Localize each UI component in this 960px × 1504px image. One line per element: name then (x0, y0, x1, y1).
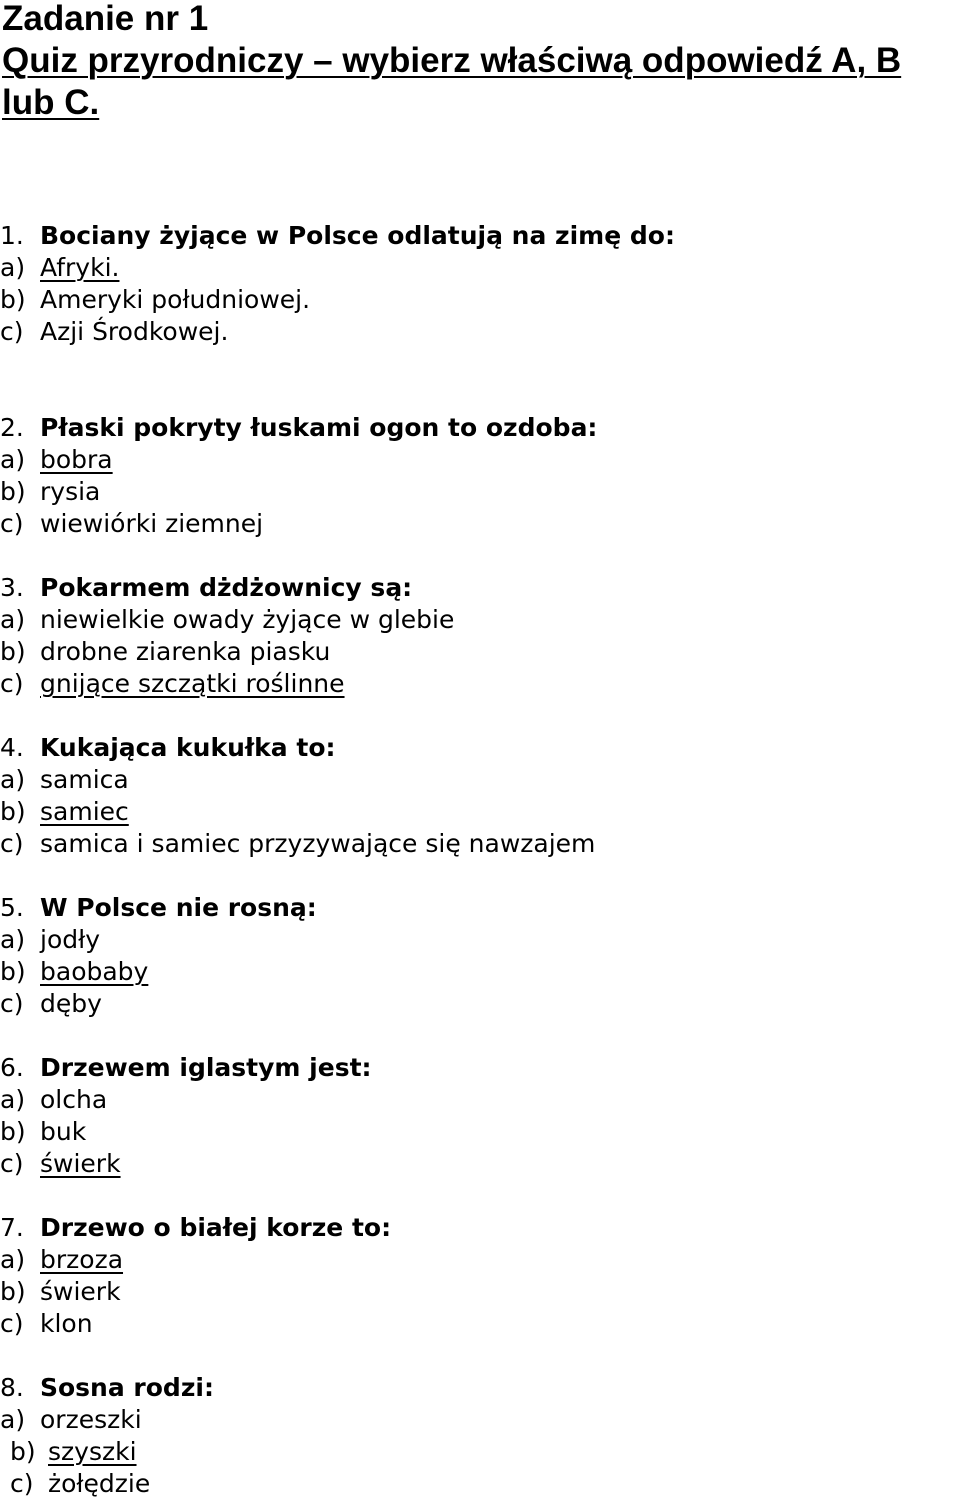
option-text: żołędzie (48, 1469, 151, 1498)
option-marker: c) (0, 829, 24, 858)
option-marker: a) (0, 1405, 26, 1434)
option-text: klon (40, 1309, 93, 1338)
option-2c (0, 508, 263, 540)
option-4b (0, 796, 129, 828)
option-text: drobne ziarenka piasku (40, 637, 331, 666)
option-marker: b) (0, 797, 26, 826)
option-3c (0, 668, 345, 700)
question-text: Sosna rodzi: (40, 1373, 214, 1402)
option-text-correct: świerk (40, 1149, 121, 1178)
option-marker: c) (0, 989, 24, 1018)
option-text: Azji Środkowej. (40, 317, 229, 346)
option-marker: a) (0, 605, 26, 634)
option-text: jodły (40, 925, 101, 954)
question-text: Drzewo o białej korze to: (40, 1213, 392, 1242)
option-7a (0, 1244, 123, 1276)
option-text: świerk (40, 1277, 121, 1306)
question-7 (0, 1212, 391, 1244)
option-marker: a) (0, 1085, 26, 1114)
question-number: 2. (0, 413, 24, 442)
question-3 (0, 572, 412, 604)
question-number: 6. (0, 1053, 24, 1082)
question-number: 8. (0, 1373, 24, 1402)
option-marker: a) (0, 445, 26, 474)
question-4 (0, 732, 336, 764)
option-marker: c) (0, 669, 24, 698)
option-8c (10, 1468, 150, 1500)
option-1c (0, 316, 228, 348)
option-2a (0, 444, 113, 476)
option-8b (10, 1436, 137, 1468)
option-5a (0, 924, 100, 956)
option-7c (0, 1308, 93, 1340)
option-3b (0, 636, 330, 668)
question-5 (0, 892, 317, 924)
option-marker: b) (0, 285, 26, 314)
option-7b (0, 1276, 121, 1308)
question-text: Płaski pokryty łuskami ogon to ozdoba: (40, 413, 598, 442)
option-3a (0, 604, 454, 636)
option-6b (0, 1116, 86, 1148)
quiz-heading-line2: lub C. (2, 83, 100, 122)
option-text-correct: Afryki. (40, 253, 120, 282)
option-marker: c) (0, 1149, 24, 1178)
option-4c (0, 828, 595, 860)
option-marker: b) (0, 1277, 26, 1306)
option-text-correct: bobra (40, 445, 113, 474)
question-number: 3. (0, 573, 24, 602)
option-text-correct: samiec (40, 797, 129, 826)
option-2b (0, 476, 100, 508)
option-marker: a) (0, 765, 26, 794)
question-2 (0, 412, 597, 444)
question-number: 4. (0, 733, 24, 762)
question-text: Drzewem iglastym jest: (40, 1053, 372, 1082)
option-marker: b) (10, 1437, 36, 1466)
question-number: 5. (0, 893, 24, 922)
option-text: orzeszki (40, 1405, 142, 1434)
option-6a (0, 1084, 107, 1116)
option-marker: b) (0, 1117, 26, 1146)
option-1b (0, 284, 310, 316)
option-text: buk (40, 1117, 87, 1146)
option-text-correct: szyszki (48, 1437, 137, 1466)
option-4a (0, 764, 129, 796)
question-8 (0, 1372, 214, 1404)
option-text: Ameryki południowej. (40, 285, 311, 314)
option-5c (0, 988, 102, 1020)
option-marker: c) (0, 509, 24, 538)
option-8a (0, 1404, 142, 1436)
option-text-correct: brzoza (40, 1245, 124, 1274)
option-text: wiewiórki ziemnej (40, 509, 264, 538)
option-marker: b) (0, 957, 26, 986)
option-1a (0, 252, 119, 284)
option-marker: c) (10, 1469, 34, 1498)
question-number: 1. (0, 221, 24, 250)
option-marker: a) (0, 1245, 26, 1274)
option-5b (0, 956, 148, 988)
question-text: W Polsce nie rosną: (40, 893, 317, 922)
option-text: niewielkie owady żyjące w glebie (40, 605, 455, 634)
quiz-heading-line1: Quiz przyrodniczy – wybierz właściwą odpowiedź A, B (2, 41, 902, 80)
option-text: samica i samiec przyzywające się nawzajem (40, 829, 596, 858)
task-title: Zadanie nr 1 (2, 0, 209, 38)
question-text: Pokarmem dżdżownicy są: (40, 573, 413, 602)
option-text: dęby (40, 989, 102, 1018)
option-marker: a) (0, 925, 26, 954)
option-text: rysia (40, 477, 101, 506)
question-text: Kukająca kukułka to: (40, 733, 336, 762)
question-1 (0, 220, 675, 252)
question-number: 7. (0, 1213, 24, 1242)
option-text: olcha (40, 1085, 108, 1114)
option-marker: c) (0, 317, 24, 346)
option-marker: b) (0, 637, 26, 666)
option-6c (0, 1148, 121, 1180)
option-text: samica (40, 765, 129, 794)
option-text-correct: gnijące szczątki roślinne (40, 669, 345, 698)
option-marker: b) (0, 477, 26, 506)
question-text: Bociany żyjące w Polsce odlatują na zimę do: (40, 221, 675, 250)
option-marker: a) (0, 253, 26, 282)
option-text-correct: baobaby (40, 957, 149, 986)
question-6 (0, 1052, 372, 1084)
option-marker: c) (0, 1309, 24, 1338)
